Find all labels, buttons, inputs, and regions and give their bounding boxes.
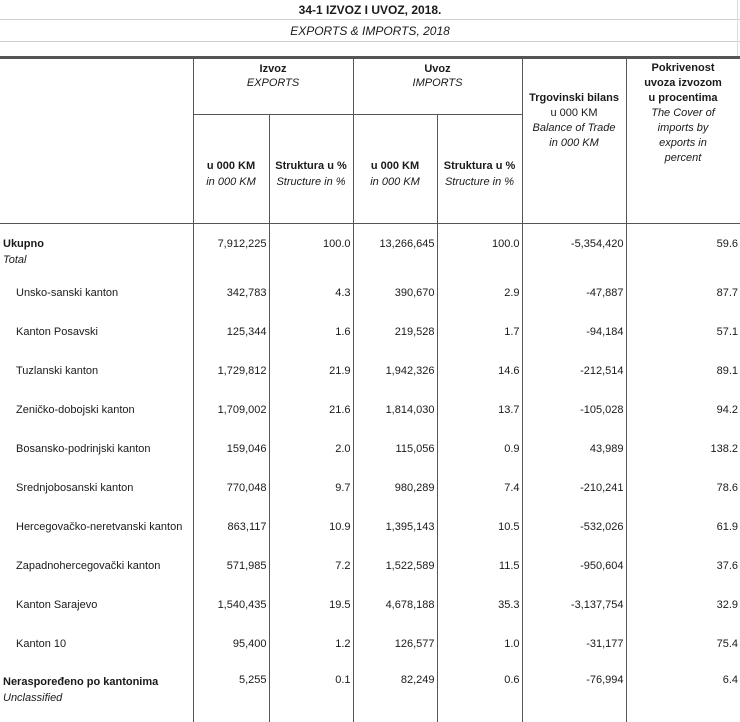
export-value: 770,048 <box>193 479 269 518</box>
table-row <box>0 284 740 323</box>
header-export-value-en: in 000 KM <box>206 176 256 188</box>
coverage-percent: 32.9 <box>716 599 739 611</box>
header-import-struct-en: Structure in % <box>444 176 515 188</box>
import-value: 115,056 <box>353 440 437 479</box>
header-imports-en: IMPORTS <box>412 77 463 89</box>
coverage-percent: 94.2 <box>716 404 739 416</box>
export-value: 125,344 <box>193 323 269 362</box>
coverage-percent: 75.4 <box>716 638 739 650</box>
import-structure: 100.0 <box>437 224 522 285</box>
coverage-percent: 57.1 <box>716 326 739 338</box>
import-value: 219,528 <box>353 323 437 362</box>
header-export-struct-en: Structure in % <box>276 176 346 188</box>
import-value: 390,670 <box>353 284 437 323</box>
table-row <box>0 635 740 674</box>
header-exports <box>193 58 353 115</box>
header-import-struct-bg: Struktura u % <box>443 160 516 172</box>
header-export-value <box>193 115 269 224</box>
header-cover <box>626 58 740 224</box>
table-row <box>0 596 740 635</box>
row-label-en: Total <box>3 254 27 266</box>
table-subtitle: EXPORTS & IMPORTS, 2018 <box>0 20 740 42</box>
header-row-groups <box>0 58 740 115</box>
coverage-percent: 89.1 <box>716 365 739 377</box>
header-imports-bg: Uvoz <box>424 63 451 75</box>
header-exports-en: EXPORTS <box>246 77 300 89</box>
import-value: 4,678,188 <box>353 596 437 635</box>
header-cover-en4: percent <box>664 152 702 164</box>
import-structure: 35.3 <box>437 596 522 635</box>
trade-balance: -94,184 <box>522 323 626 362</box>
row-label-bg: Neraspoređeno po kantonima <box>3 676 159 688</box>
export-structure: 19.5 <box>269 596 353 635</box>
table-row <box>0 518 740 557</box>
header-import-value-en: in 000 KM <box>370 176 420 188</box>
import-value: 82,249 <box>353 674 437 722</box>
import-structure: 1.7 <box>437 323 522 362</box>
trade-balance: -105,028 <box>522 401 626 440</box>
export-structure: 21.9 <box>269 362 353 401</box>
header-cover-en1: The Cover of <box>651 107 715 119</box>
trade-balance: -76,994 <box>522 674 626 722</box>
trade-balance: 43,989 <box>522 440 626 479</box>
row-label: Kanton Sarajevo <box>0 596 193 635</box>
import-structure: 0.6 <box>437 674 522 722</box>
row-label <box>0 224 193 285</box>
export-structure: 0.1 <box>269 674 353 722</box>
trade-balance: -210,241 <box>522 479 626 518</box>
row-label-bg: Ukupno <box>3 238 44 250</box>
export-value: 5,255 <box>193 674 269 722</box>
import-structure: 2.9 <box>437 284 522 323</box>
coverage-percent: 138.2 <box>710 443 739 455</box>
table-row <box>0 479 740 518</box>
table-row <box>0 323 740 362</box>
header-export-struct <box>269 115 353 224</box>
row-label: Srednjobosanski kanton <box>0 479 193 518</box>
row-label: Unsko-sanski kanton <box>0 284 193 323</box>
header-export-struct-bg: Struktura u % <box>275 160 347 172</box>
export-structure: 4.3 <box>269 284 353 323</box>
table-row-unclassified <box>0 674 740 722</box>
row-label: Kanton 10 <box>0 635 193 674</box>
export-structure: 10.9 <box>269 518 353 557</box>
export-structure: 21.6 <box>269 401 353 440</box>
export-value: 342,783 <box>193 284 269 323</box>
header-import-value-bg: u 000 KM <box>370 160 420 172</box>
coverage-percent: 6.4 <box>722 674 739 686</box>
import-value: 126,577 <box>353 635 437 674</box>
row-label: Zapadnohercegovački kanton <box>0 557 193 596</box>
export-structure: 100.0 <box>269 224 353 285</box>
header-cover-en2: imports by <box>657 122 709 134</box>
header-imports <box>353 58 522 115</box>
import-structure: 0.9 <box>437 440 522 479</box>
header-balance-en1: Balance of Trade <box>532 122 616 134</box>
table-row-total <box>0 224 740 285</box>
coverage-percent: 87.7 <box>716 287 739 299</box>
coverage-percent: 61.9 <box>716 521 739 533</box>
export-value: 1,540,435 <box>193 596 269 635</box>
trade-balance: -5,354,420 <box>522 224 626 285</box>
coverage-percent: 78.6 <box>716 482 739 494</box>
header-cover-en3: exports in <box>659 137 707 149</box>
row-label: Hercegovačko-neretvanski kanton <box>0 518 193 557</box>
export-structure: 7.2 <box>269 557 353 596</box>
import-structure: 1.0 <box>437 635 522 674</box>
row-label: Kanton Posavski <box>0 323 193 362</box>
row-label: Tuzlanski kanton <box>0 362 193 401</box>
row-label: Zeničko-dobojski kanton <box>0 401 193 440</box>
row-label: Bosansko-podrinjski kanton <box>0 440 193 479</box>
import-structure: 7.4 <box>437 479 522 518</box>
trade-balance: -47,887 <box>522 284 626 323</box>
header-import-value <box>353 115 437 224</box>
grid-line <box>737 0 738 56</box>
table-title: 34-1 IZVOZ I UVOZ, 2018. <box>0 0 740 20</box>
export-value: 863,117 <box>193 518 269 557</box>
trade-balance: -532,026 <box>522 518 626 557</box>
export-value: 159,046 <box>193 440 269 479</box>
import-value: 1,942,326 <box>353 362 437 401</box>
header-empty-cell <box>0 58 193 224</box>
header-import-struct <box>437 115 522 224</box>
export-structure: 1.2 <box>269 635 353 674</box>
trade-balance: -950,604 <box>522 557 626 596</box>
import-value: 1,395,143 <box>353 518 437 557</box>
table-row <box>0 557 740 596</box>
import-value: 1,814,030 <box>353 401 437 440</box>
export-value: 95,400 <box>193 635 269 674</box>
import-structure: 13.7 <box>437 401 522 440</box>
header-export-value-bg: u 000 KM <box>206 160 256 172</box>
header-balance-unit: u 000 KM <box>550 107 598 119</box>
table-row <box>0 401 740 440</box>
header-balance-en2: in 000 KM <box>549 137 599 149</box>
table-row <box>0 362 740 401</box>
trade-balance: -212,514 <box>522 362 626 401</box>
coverage-percent: 59.6 <box>716 238 739 250</box>
export-value: 7,912,225 <box>193 224 269 285</box>
header-cover-bg2: uvoza izvozom <box>644 77 722 89</box>
trade-balance: -3,137,754 <box>522 596 626 635</box>
import-structure: 11.5 <box>437 557 522 596</box>
header-cover-bg1: Pokrivenost <box>651 62 715 74</box>
export-value: 1,709,002 <box>193 401 269 440</box>
row-label-en: Unclassified <box>3 692 63 704</box>
export-value: 1,729,812 <box>193 362 269 401</box>
trade-table <box>0 56 740 722</box>
title-gap <box>0 42 740 56</box>
export-structure: 1.6 <box>269 323 353 362</box>
trade-balance: -31,177 <box>522 635 626 674</box>
import-structure: 10.5 <box>437 518 522 557</box>
export-structure: 2.0 <box>269 440 353 479</box>
row-label <box>0 674 193 722</box>
import-value: 13,266,645 <box>353 224 437 285</box>
header-balance-bg: Trgovinski bilans <box>529 92 619 104</box>
table-row <box>0 440 740 479</box>
import-value: 980,289 <box>353 479 437 518</box>
import-structure: 14.6 <box>437 362 522 401</box>
import-value: 1,522,589 <box>353 557 437 596</box>
header-balance <box>522 58 626 224</box>
header-cover-bg3: u procentima <box>648 92 718 104</box>
export-value: 571,985 <box>193 557 269 596</box>
export-structure: 9.7 <box>269 479 353 518</box>
coverage-percent: 37.6 <box>716 560 739 572</box>
header-exports-bg: Izvoz <box>259 63 287 75</box>
